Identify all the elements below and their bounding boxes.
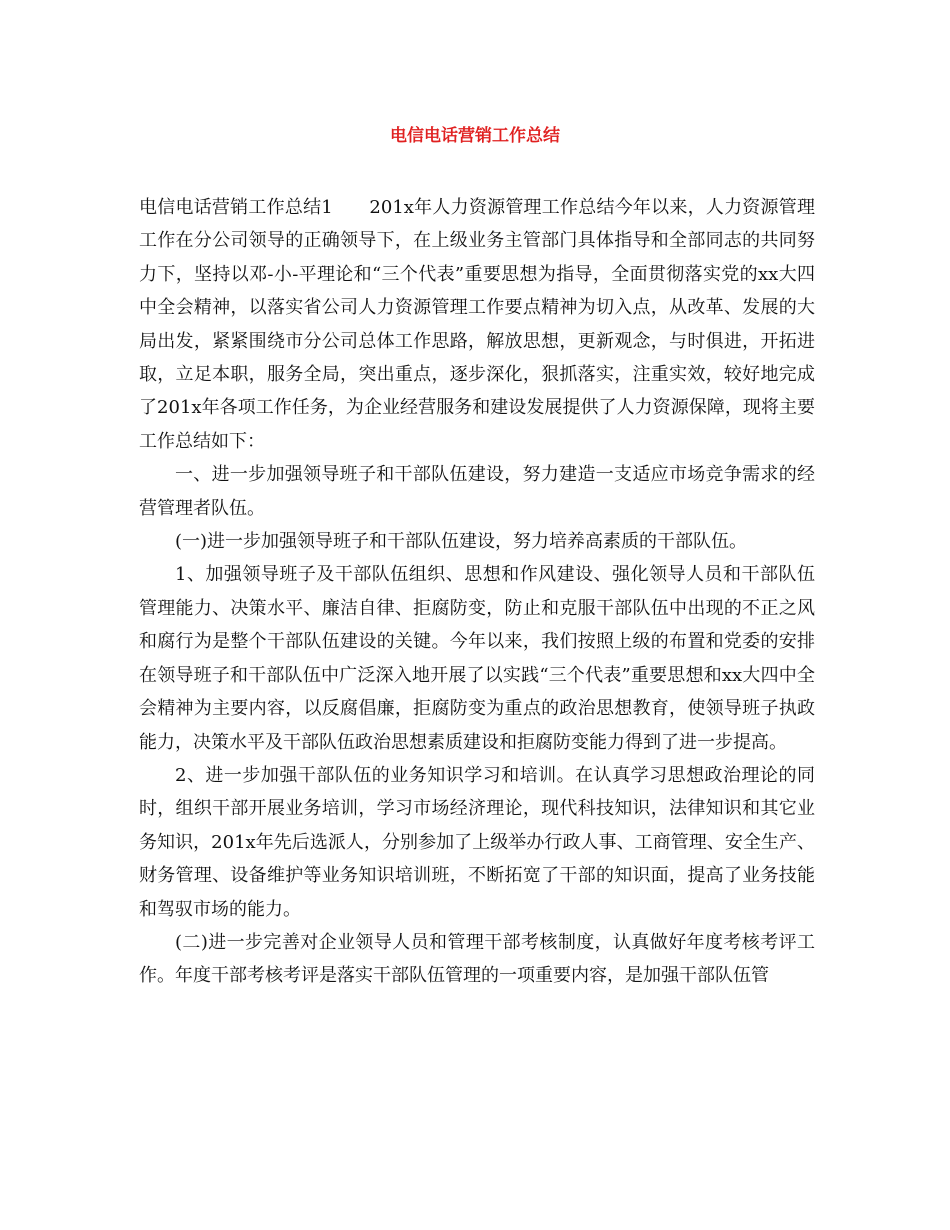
paragraph-item-1: 1、加强领导班子及干部队伍组织、思想和作风建设、强化领导人员和干部队伍管理能力、决策水平、廉洁自律、拒腐防变，防止和克服干部队伍中出现的不正之风和腐行为是整个干部队伍建设的关键。今年以来，我们按照上级的布置和党委的安排在领导班子和干部队伍中广泛深入地开展了以实践“三个代表”重要思想和xx大四中全会精神为主要内容，以反腐倡廉，拒腐防变为重点的政治思想教育，使领导班子执政能力，决策水平及干部队伍政治思想素质建设和拒腐防变能力得到了进一步提高。 bbox=[139, 564, 815, 753]
paragraph-subsection-1: (一)进一步加强领导班子和干部队伍建设，努力培养高素质的干部队伍。 bbox=[175, 531, 748, 553]
paragraph-subsection-2: (二)进一步完善对企业领导人员和管理干部考核制度，认真做好年度考核考评工作。年度干部考核考评是落实干部队伍管理的一项重要内容，是加强干部队伍管 bbox=[139, 931, 815, 987]
paragraph-intro: 电信电话营销工作总结1 201x年人力资源管理工作总结今年以来，人力资源管理工作在分公司领导的正确领导下，在上级业务主管部门具体指导和全部同志的共同努力下，坚持以邓-小-平理论和“三个代表”重要思想为指导，全面贯彻落实党的xx大四中全会精神，以落实省公司人力资源管理工作要点精神为切入点，从改革、发展的大局出发，紧紧围绕市分公司总体工作思路，解放思想，更新观念，与时俱进，开拓进取，立足本职，服务全局，突出重点，逐步深化，狠抓落实，注重实效，较好地完成了201x年各项工作任务，为企业经营服务和建设发展提供了人力资源保障，现将主要工作总结如下： bbox=[139, 197, 815, 452]
paragraph-item-2: 2、进一步加强干部队伍的业务知识学习和培训。在认真学习思想政治理论的同时，组织干部开展业务培训，学习市场经济理论，现代科技知识，法律知识和其它业务知识，201x年先后选派人，分别参加了上级举办行政人事、工商管理、安全生产、财务管理、设备维护等业务知识培训班，不断拓宽了干部的知识面，提高了业务技能和驾驭市场的能力。 bbox=[139, 764, 815, 920]
document-body bbox=[139, 191, 815, 993]
document-title: 电信电话营销工作总结 bbox=[390, 126, 560, 146]
paragraph-section-1: 一、进一步加强领导班子和干部队伍建设，努力建造一支适应市场竞争需求的经营管理者队伍。 bbox=[139, 464, 815, 519]
